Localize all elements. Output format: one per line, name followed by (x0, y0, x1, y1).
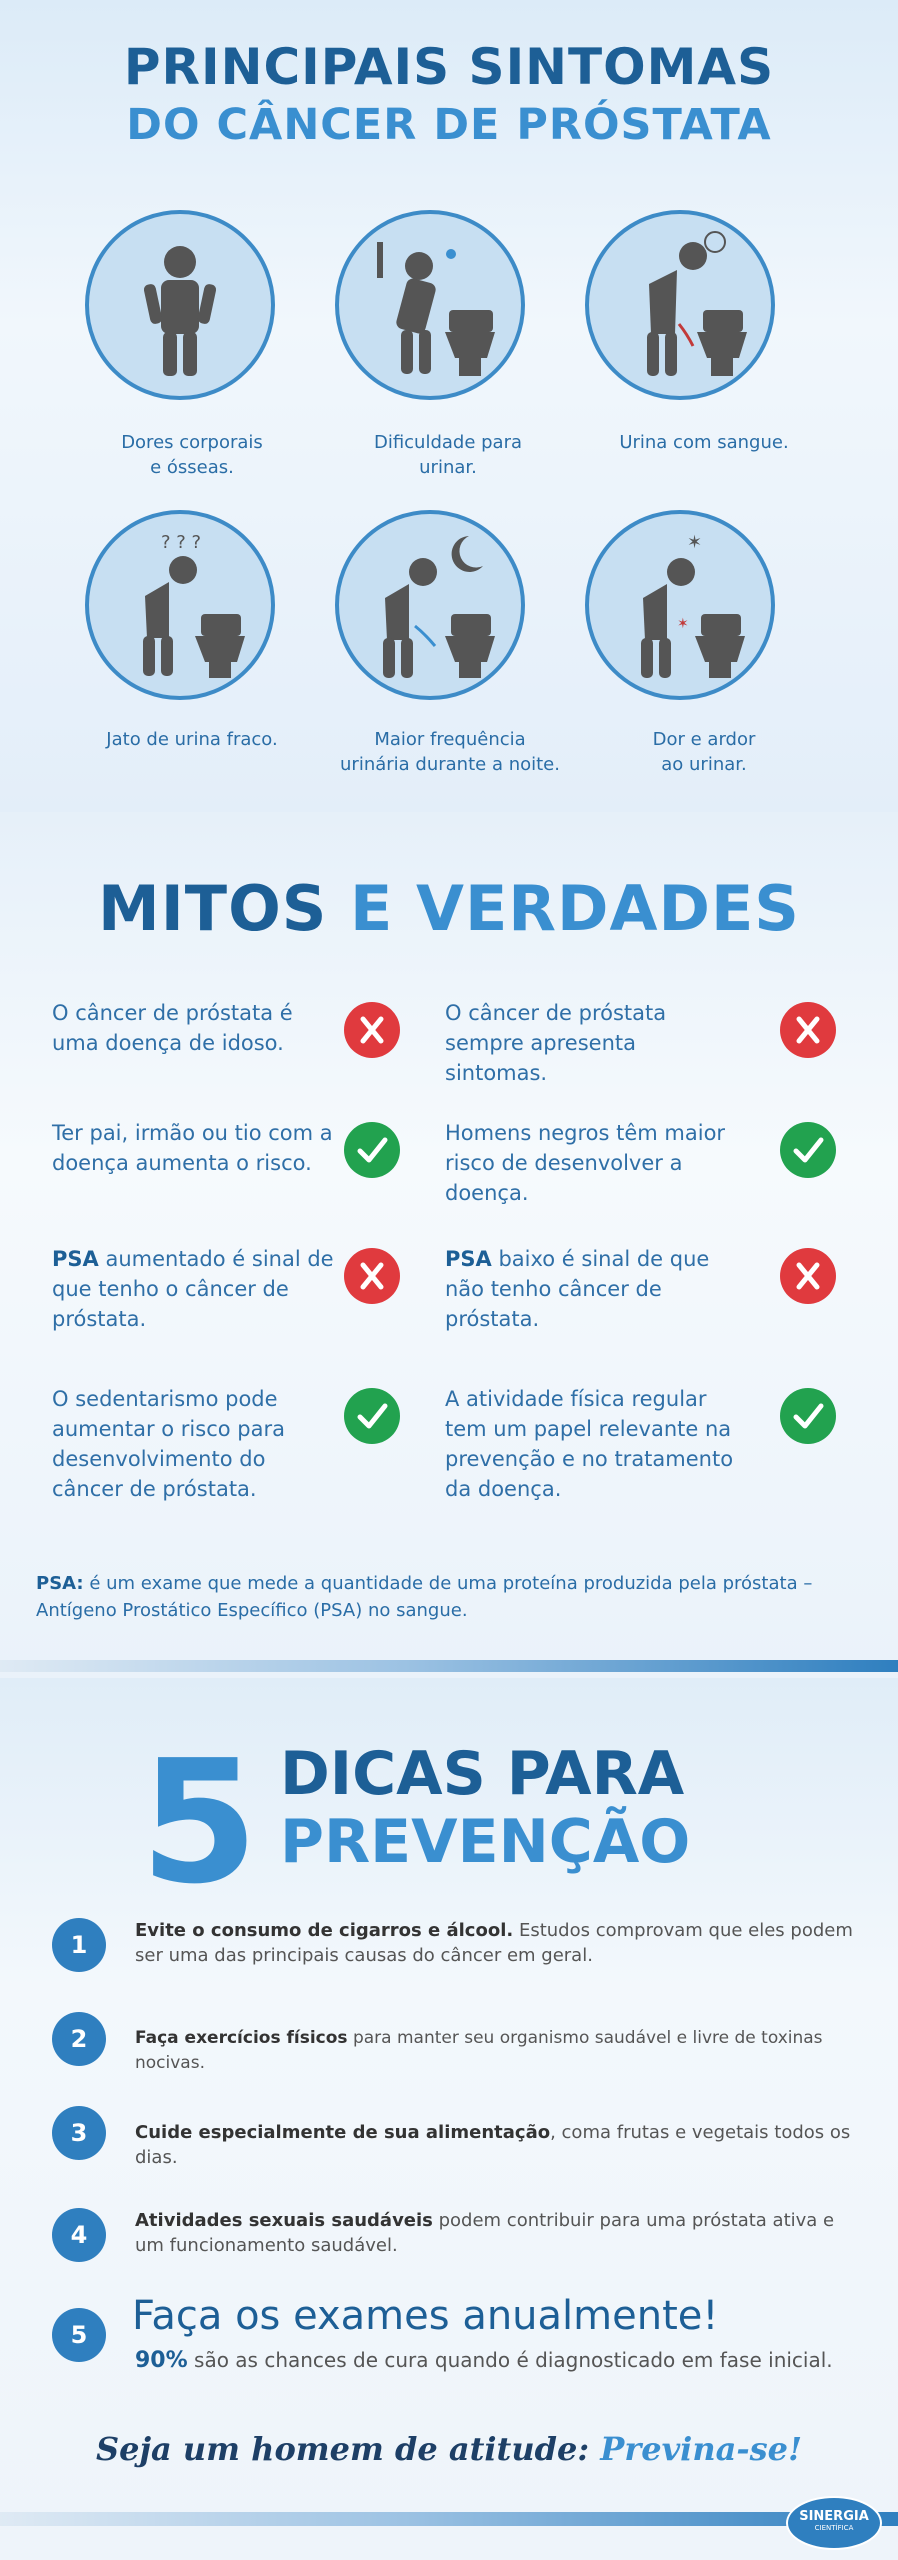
tip-3-text: , coma frutas e vegetais todos os dias. (135, 2122, 851, 2168)
symptom-card-body-pain (100, 210, 260, 400)
myths-title-word1: MITOS (98, 872, 328, 945)
tip-4 (135, 2208, 855, 2258)
symptom-label-6-line2: ao urinar. (661, 754, 747, 775)
symptoms-title-line2: DO CÂNCER DE PRÓSTATA (126, 100, 772, 150)
divider-stripe-2 (0, 1660, 898, 1672)
tip-5-text: são as chances de cura quando é diagnosticado em fase inicial. (187, 2348, 833, 2372)
symptom-label-3 (594, 430, 814, 455)
tip-3-bold: Cuide especialmente de sua alimentação (135, 2122, 551, 2143)
tips-title-line1: DICAS PARA (280, 1739, 685, 1809)
psa-footnote (36, 1570, 876, 1624)
symptoms-section (0, 0, 898, 812)
symptom-label-1-line2: e ósseas. (150, 457, 234, 478)
myth-statement-3: Ter pai, irmão ou tio com a doença aumenta o risco. (52, 1121, 333, 1175)
false-x-icon (344, 1002, 400, 1058)
tip-2-bold: Faça exercícios físicos (135, 2028, 348, 2048)
tip-2 (135, 2026, 855, 2076)
symptom-label-5 (315, 727, 585, 777)
symptom-label-2-line2: urinar. (419, 457, 477, 478)
tip-number-3: 3 (52, 2106, 106, 2160)
myth-statement-5-text: aumentado é sinal de que tenho o câncer de próstata. (52, 1247, 334, 1331)
psa-bold: PSA (52, 1247, 99, 1271)
tips-section (0, 1678, 898, 2560)
slogan-part1: Seja um homem de atitude: (95, 2430, 590, 2468)
myth-statement-2: O câncer de próstata sempre apresenta sintomas. (445, 1001, 667, 1085)
symptom-card-weak-stream (100, 510, 260, 700)
tips-big-number: 5 (140, 1724, 259, 1922)
true-check-icon (780, 1122, 836, 1178)
myth-statement-5 (52, 1244, 342, 1334)
psa-bold: PSA (445, 1247, 492, 1271)
symptom-card-night (350, 510, 510, 700)
true-check-icon (780, 1388, 836, 1444)
true-check-icon (344, 1388, 400, 1444)
myth-statement-6 (445, 1244, 735, 1334)
symptom-label-5-line1: Maior frequência (374, 729, 526, 750)
myths-section (0, 812, 898, 1678)
symptom-label-1-line1: Dores corporais (121, 432, 263, 453)
symptom-label-2 (338, 430, 558, 480)
svg-text:✶: ✶ (687, 532, 703, 553)
svg-text:? ? ?: ? ? ? (161, 532, 202, 553)
tips-title-line2: PREVENÇÃO (280, 1807, 691, 1877)
symptom-label-4-line1: Jato de urina fraco. (106, 729, 278, 750)
tip-2-text: para manter seu organismo saudável e livre de toxinas nocivas. (135, 2028, 823, 2073)
tip-5-headline: Faça os exames anualmente! (132, 2293, 719, 2339)
symptom-card-difficulty (350, 210, 510, 400)
bottom-stripe (0, 2509, 898, 2526)
symptom-label-2-line1: Dificuldade para (373, 432, 523, 453)
true-check-icon (344, 1122, 400, 1178)
burning-urination-icon (585, 510, 775, 700)
svg-text:✶: ✶ (677, 616, 689, 632)
tip-5-bold: 90% (135, 2348, 188, 2373)
tip-1-text: Estudos comprovam que eles podem ser uma das principais causas do câncer em geral. (135, 1920, 853, 1966)
false-x-icon (780, 1002, 836, 1058)
symptom-label-4 (82, 727, 302, 752)
psa-footnote-label: PSA: (36, 1573, 84, 1594)
night-urination-icon (335, 510, 525, 700)
myths-title-word2: E VERDADES (350, 872, 800, 945)
body-pain-icon (85, 210, 275, 400)
difficulty-urinating-icon (335, 210, 525, 400)
blood-urine-icon (585, 210, 775, 400)
symptom-card-burning (600, 510, 760, 700)
psa-footnote-text: é um exame que mede a quantidade de uma proteína produzida pela próstata – Antígeno Prostático Específico (PSA) no sangue. (36, 1573, 813, 1621)
brand-logo (786, 2496, 882, 2550)
slogan (0, 2430, 898, 2468)
symptom-card-blood (600, 210, 760, 400)
tip-number-4: 4 (52, 2208, 106, 2262)
myth-statement-6-text: baixo é sinal de que não tenho câncer de próstata. (445, 1247, 710, 1331)
symptom-label-3-line1: Urina com sangue. (619, 432, 789, 453)
myth-statement-7: O sedentarismo pode aumentar o risco para desenvolvimento do câncer de próstata. (52, 1387, 285, 1501)
weak-stream-icon (85, 510, 275, 700)
symptoms-title-line1: PRINCIPAIS SINTOMAS (123, 38, 775, 96)
tip-4-text: podem contribuir para uma próstata ativa e um funcionamento saudável. (135, 2210, 835, 2256)
brand-sub: CIENTÍFICA (814, 2524, 854, 2532)
tip-number-2: 2 (52, 2012, 106, 2066)
symptom-label-1 (82, 430, 302, 480)
tip-1-bold: Evite o consumo de cigarros e álcool. (135, 1920, 514, 1941)
symptom-label-6-line1: Dor e ardor (652, 729, 756, 750)
myths-title (0, 872, 898, 945)
symptom-label-6 (594, 727, 814, 777)
symptom-label-5-line2: urinária durante a noite. (340, 754, 560, 775)
tip-4-bold: Atividades sexuais saudáveis (135, 2210, 433, 2231)
tip-3 (135, 2120, 855, 2170)
myth-statement-4: Homens negros têm maior risco de desenvolver a doença. (445, 1121, 726, 1205)
tip-1 (135, 1918, 855, 1968)
brand-name: SINERGIA (799, 2509, 869, 2524)
tip-number-1: 1 (52, 1918, 106, 1972)
false-x-icon (780, 1248, 836, 1304)
false-x-icon (344, 1248, 400, 1304)
myth-statement-1: O câncer de próstata é uma doença de idoso. (52, 1001, 293, 1055)
myth-statement-8: A atividade física regular tem um papel relevante na prevenção e no tratamento da doença. (445, 1387, 734, 1501)
slogan-part2: Previna-se! (600, 2430, 803, 2468)
tip-5 (135, 2348, 855, 2373)
tip-number-5: 5 (52, 2308, 106, 2362)
